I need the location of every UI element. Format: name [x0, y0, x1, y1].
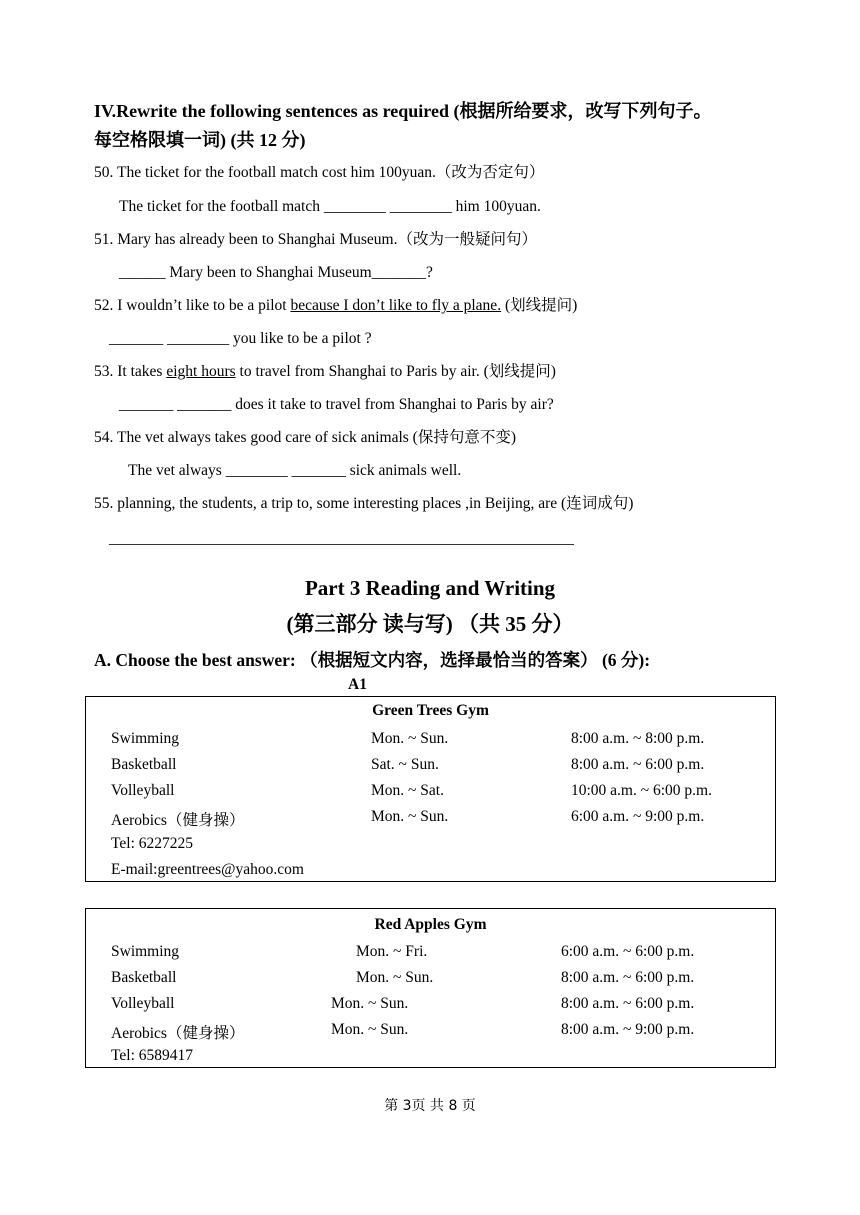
- days-cell: Mon. ~ Sun.: [371, 730, 449, 747]
- question-50-prompt: 50. The ticket for the football match cost him 100yuan.（改为否定句）: [94, 164, 545, 181]
- tel-text: Tel: 6589417: [111, 1047, 194, 1064]
- activity-cell: Aerobics（健身操）: [111, 812, 245, 829]
- activity-cell: Basketball: [111, 969, 177, 986]
- activity-cell: Aerobics（健身操）: [111, 1025, 245, 1042]
- days-cell: Mon. ~ Sun.: [331, 1021, 409, 1038]
- part-title: Part 3 Reading and Writing: [304, 576, 556, 600]
- question-51-answer: ______ Mary been to Shanghai Museum_______?: [119, 264, 433, 281]
- days-cell: Mon. ~ Sun.: [331, 995, 409, 1012]
- hours-cell: 8:00 a.m. ~ 9:00 p.m.: [561, 1021, 695, 1038]
- hours-cell: 8:00 a.m. ~ 6:00 p.m.: [561, 969, 695, 986]
- days-cell: Mon. ~ Sat.: [371, 782, 444, 799]
- question-54-answer: The vet always ________ _______ sick animals well.: [128, 462, 462, 479]
- activity-cell: Swimming: [111, 730, 180, 747]
- question-55-answer-line: ____________________________________________________________: [109, 530, 574, 547]
- hours-cell: 6:00 a.m. ~ 9:00 p.m.: [571, 808, 705, 825]
- section-subtitle: 每空格限填一词) (共 12 分): [94, 130, 306, 150]
- gym-table-green-trees: [85, 696, 776, 882]
- section-a-title: A. Choose the best answer: （根据短文内容，选择最恰当的答案） (6 分):: [94, 650, 651, 670]
- days-cell: Mon. ~ Fri.: [356, 943, 428, 960]
- question-53-answer: _______ _______ does it take to travel from Shanghai to Paris by air?: [119, 396, 554, 413]
- passage-label: A1: [348, 676, 367, 693]
- activity-cell: Swimming: [111, 943, 180, 960]
- part-subtitle: (第三部分 读与写) （共 35 分）: [286, 612, 574, 636]
- days-cell: Mon. ~ Sun.: [356, 969, 434, 986]
- question-55-prompt: 55. planning, the students, a trip to, some interesting places ,in Beijing, are (连词成句): [94, 495, 634, 512]
- days-cell: Sat. ~ Sun.: [371, 756, 439, 773]
- question-54-prompt: 54. The vet always takes good care of sick animals (保持句意不变): [94, 429, 516, 446]
- gym-name: Green Trees Gym: [372, 702, 489, 719]
- question-51-prompt: 51. Mary has already been to Shanghai Museum.（改为一般疑问句）: [94, 231, 537, 248]
- question-52-prompt-start: 52. I wouldn’t like to be a pilot: [94, 297, 291, 314]
- question-52-answer: _______ ________ you like to be a pilot ?: [109, 330, 372, 347]
- page-number: 第 3页 共 8 页: [384, 1098, 476, 1114]
- activity-cell: Basketball: [111, 756, 177, 773]
- gym-name: Red Apples Gym: [374, 916, 487, 933]
- question-53-prompt-end: to travel from Shanghai to Paris by air. (划线提问): [235, 363, 556, 380]
- days-cell: Mon. ~ Sun.: [371, 808, 449, 825]
- email-text: E-mail:greentrees@yahoo.com: [111, 861, 304, 878]
- hours-cell: 10:00 a.m. ~ 6:00 p.m.: [571, 782, 712, 799]
- hours-cell: 8:00 a.m. ~ 6:00 p.m.: [571, 756, 705, 773]
- question-53-prompt: [94, 362, 556, 382]
- question-52-underlined-part: because I don’t like to fly a plane.: [290, 297, 502, 314]
- hours-cell: 8:00 a.m. ~ 6:00 p.m.: [561, 995, 695, 1012]
- question-50-answer: The ticket for the football match ________ ________ him 100yuan.: [119, 198, 541, 215]
- question-52-prompt: [94, 296, 577, 316]
- question-53-underlined-part: eight hours: [166, 363, 236, 380]
- activity-cell: Volleyball: [111, 782, 175, 799]
- activity-cell: Volleyball: [111, 995, 175, 1012]
- hours-cell: 6:00 a.m. ~ 6:00 p.m.: [561, 943, 695, 960]
- section-title: IV.Rewrite the following sentences as required (根据所给要求，改写下列句子。: [94, 101, 712, 121]
- question-53-prompt-start: 53. It takes: [94, 363, 167, 380]
- gym-table-red-apples: [85, 908, 776, 1068]
- hours-cell: 8:00 a.m. ~ 8:00 p.m.: [571, 730, 705, 747]
- question-52-prompt-end: (划线提问): [501, 297, 578, 314]
- tel-text: Tel: 6227225: [111, 835, 194, 852]
